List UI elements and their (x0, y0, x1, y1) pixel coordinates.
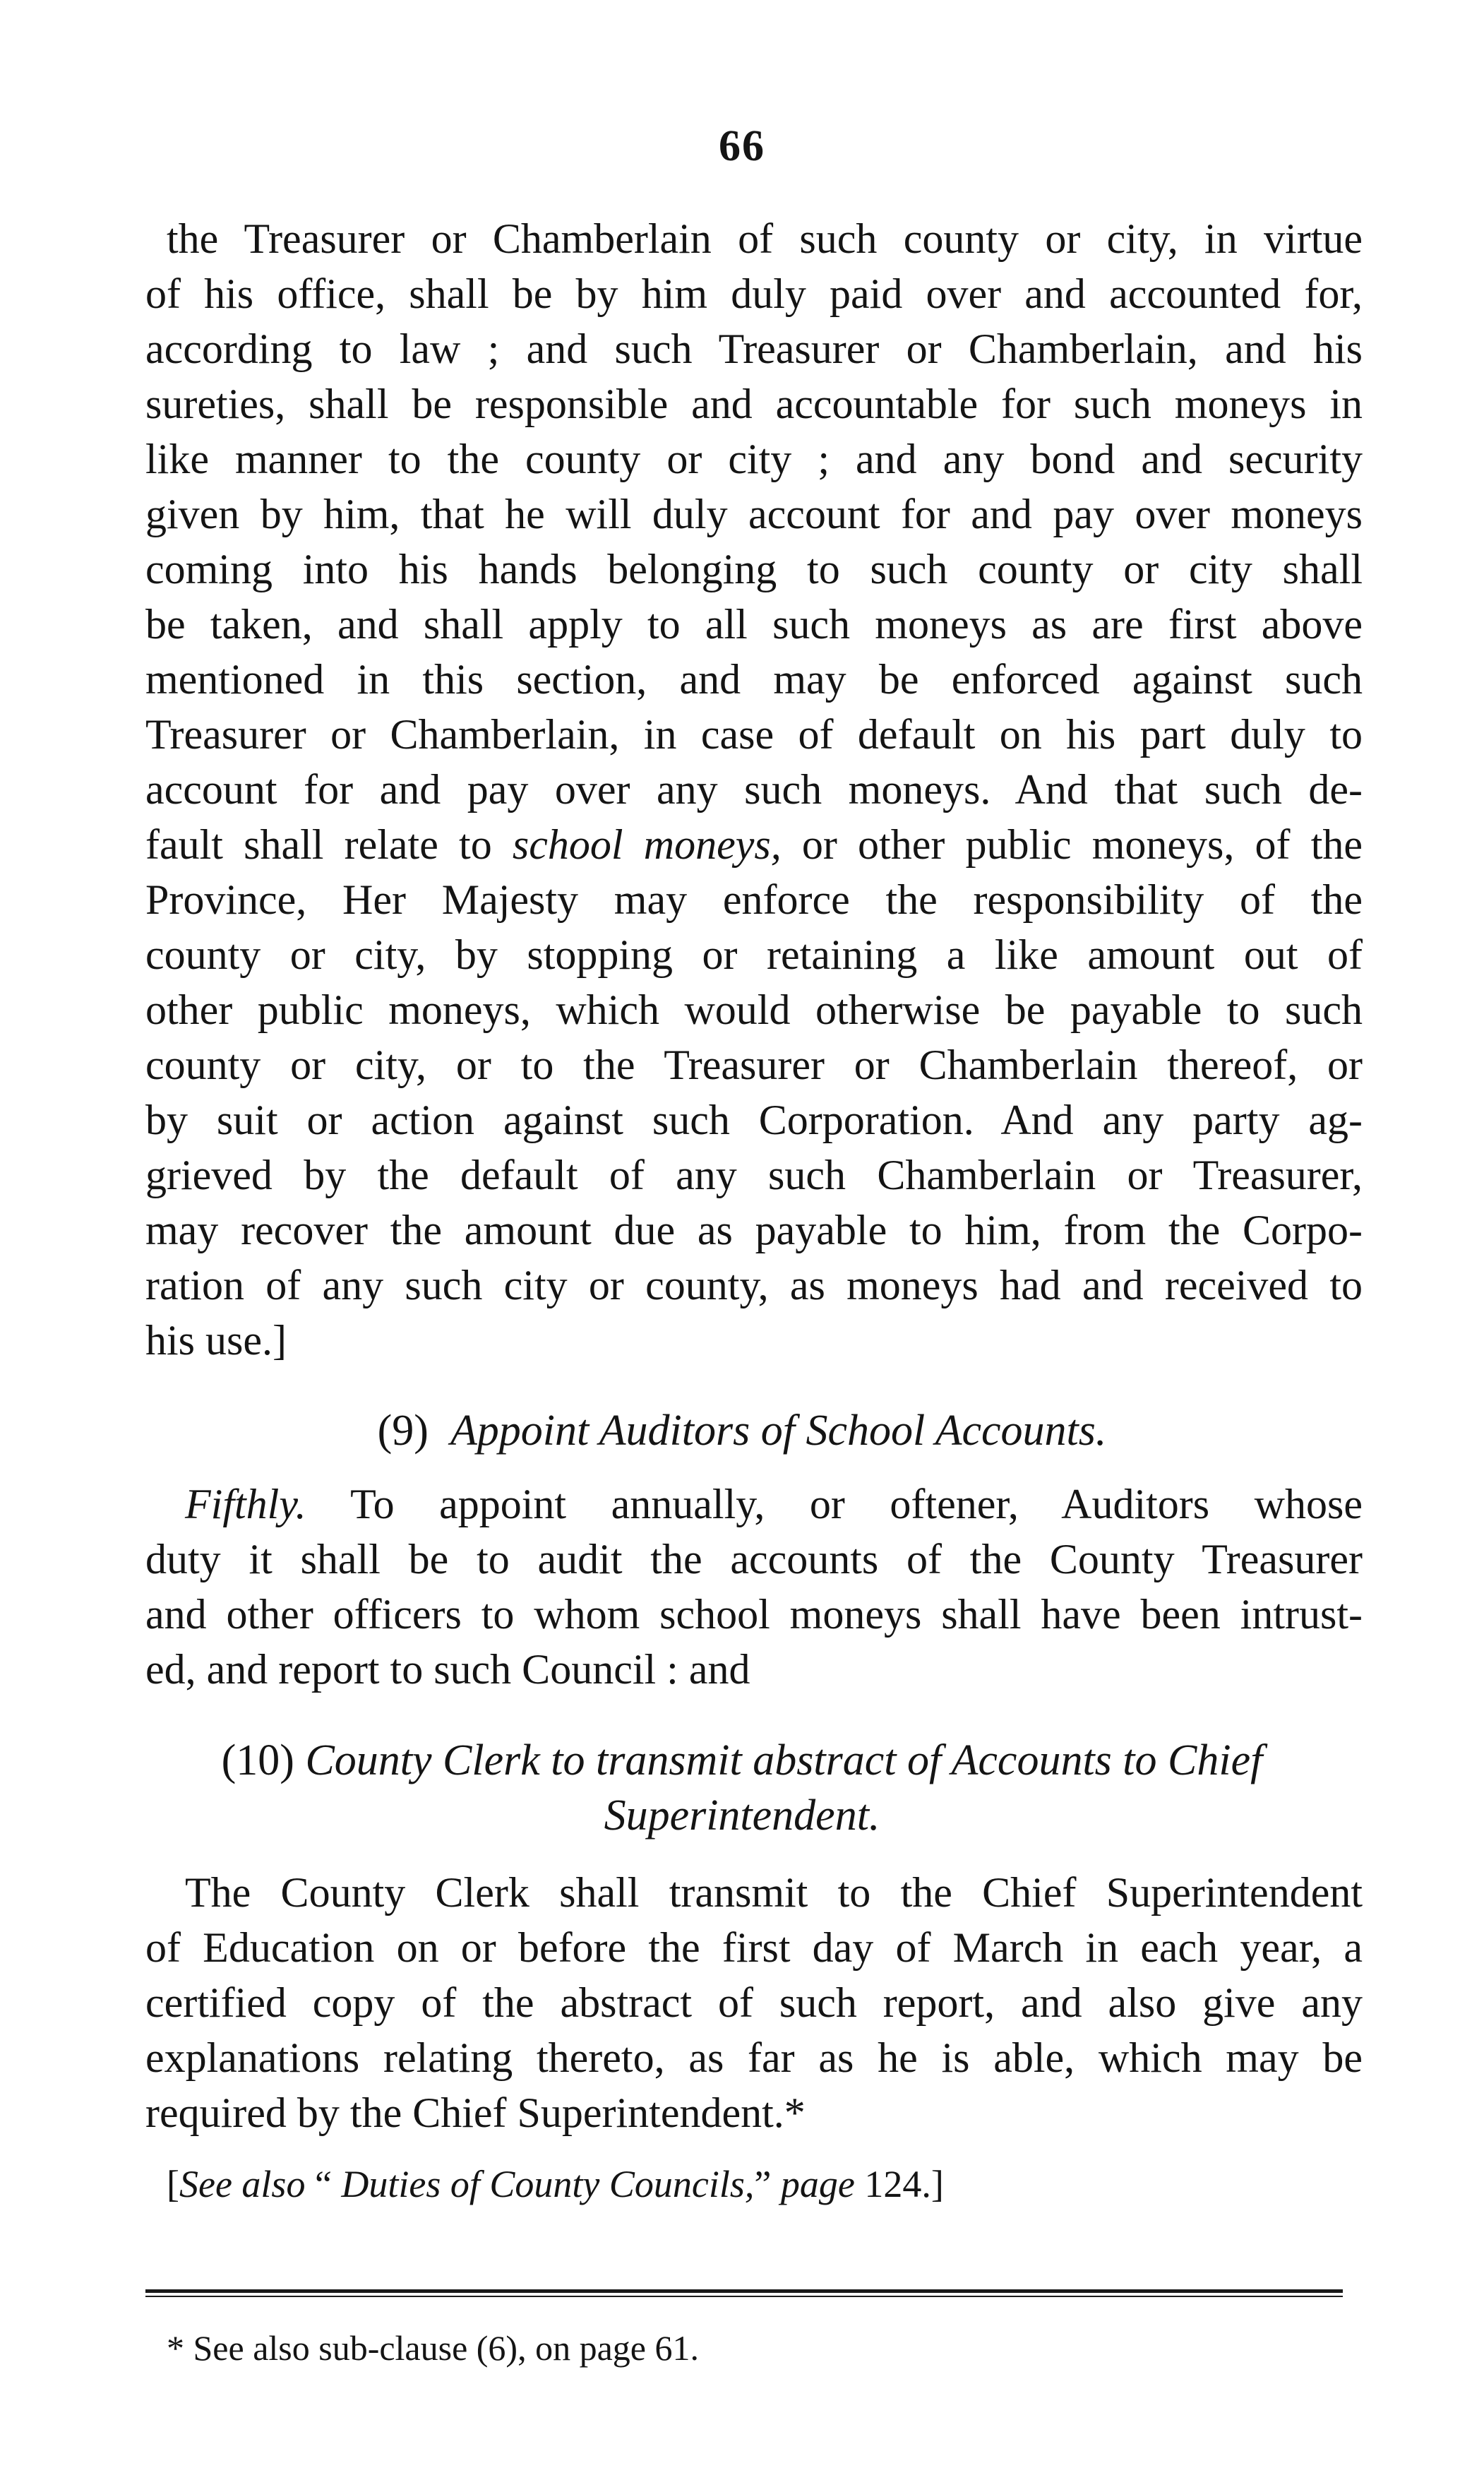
text-line: other public moneys, which would otherwise be payable to such (145, 986, 1363, 1033)
italic-phrase-school-moneys: school moneys, (512, 821, 782, 868)
text-line: his use.] (145, 1317, 287, 1364)
heading-number: (10) (221, 1736, 294, 1784)
heading-title-continued: Superintendent. (604, 1792, 880, 1840)
quote-open: “ (305, 2163, 342, 2205)
text-line: mentioned in this section, and may be enforced against such (145, 656, 1363, 703)
text-line: like manner to the county or city ; and any bond and security (145, 436, 1363, 482)
text-line-with-italic (145, 816, 1363, 873)
quote-close: ” (754, 2163, 781, 2205)
text-line: ed, and report to such Council : and (145, 1646, 750, 1693)
bracket-open: [ (167, 2163, 179, 2205)
text-line: certified copy of the abstract of such report, and also give any (145, 1979, 1363, 2026)
text-line: required by the Chief Superintendent.* (145, 2089, 806, 2136)
text-line: sureties, shall be responsible and accountable for such moneys in (145, 381, 1363, 427)
text-line: the Treasurer or Chamberlain of such county or city, in virtue (167, 215, 1363, 262)
text-line: and other officers to whom school moneys shall have been intrust- (145, 1591, 1363, 1638)
text-line: The County Clerk shall transmit to the Chief Superintendent (185, 1869, 1363, 1916)
see-also-label: See also (179, 2163, 306, 2205)
heading-line (0, 1787, 1484, 1844)
text-span: To appoint annually, or oftener, Auditors whose (306, 1481, 1363, 1527)
text-line: be taken, and shall apply to all such moneys as are first above (145, 601, 1363, 648)
text-span: fault shall relate to (145, 821, 513, 868)
cross-reference-note (167, 2159, 944, 2209)
text-line: by suit or action against such Corporation. And any party ag- (145, 1097, 1363, 1143)
text-line: account for and pay over any such moneys. And that such de- (145, 766, 1363, 813)
text-line: county or city, by stopping or retaining a like amount out of (145, 931, 1363, 978)
heading-line (0, 1731, 1484, 1789)
text-line: of Education on or before the first day of March in each year, a (145, 1924, 1363, 1971)
text-line: county or city, or to the Treasurer or Chamberlain thereof, or (145, 1042, 1363, 1088)
referenced-title: Duties of County Councils, (341, 2163, 755, 2205)
section-heading-9 (0, 1402, 1484, 1460)
heading-number: (9) (377, 1407, 429, 1455)
footnote: * See also sub-clause (6), on page 61. (167, 2328, 699, 2368)
page-number: 66 (719, 122, 765, 170)
text-line: given by him, that he will duly account for and pay over moneys (145, 491, 1363, 537)
footnote-divider (145, 2289, 1343, 2293)
page-reference-number: 124.] (854, 2163, 944, 2205)
text-line: coming into his hands belonging to such county or city shall (145, 546, 1363, 592)
text-line: of his office, shall be by him duly paid over and accounted for, (145, 270, 1363, 317)
text-span: or other public moneys, of the (781, 821, 1363, 868)
text-line: grieved by the default of any such Chamberlain or Treasurer, (145, 1152, 1363, 1198)
heading-title: Appoint Auditors of School Accounts. (450, 1407, 1107, 1455)
text-line: may recover the amount due as payable to him, from the Corpo- (145, 1207, 1363, 1253)
text-line: explanations relating thereto, as far as he is able, which may be (145, 2034, 1363, 2081)
text-line: Province, Her Majesty may enforce the responsibility of the (145, 876, 1363, 923)
text-line: according to law ; and such Treasurer or Chamberlain, and his (145, 326, 1363, 372)
text-line-with-lead (185, 1476, 1363, 1532)
lead-word: Fifthly. (185, 1481, 306, 1527)
text-line: Treasurer or Chamberlain, in case of default on his part duly to (145, 711, 1363, 758)
text-line: duty it shall be to audit the accounts of the County Treasurer (145, 1536, 1363, 1582)
page-label: page (780, 2163, 855, 2205)
footnote-divider-thin (145, 2296, 1343, 2297)
heading-title: County Clerk to transmit abstract of Accounts to Chief (305, 1736, 1263, 1784)
text-line: ration of any such city or county, as moneys had and received to (145, 1262, 1363, 1308)
